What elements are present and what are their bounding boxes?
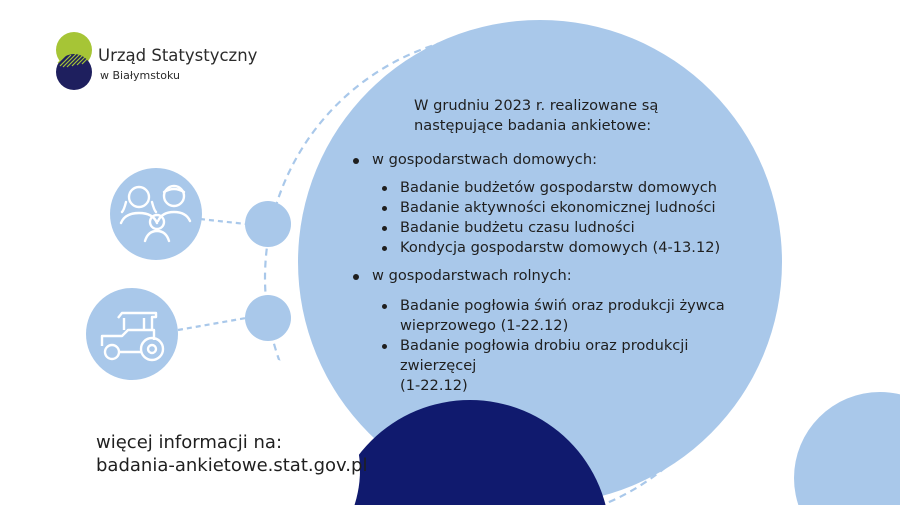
connector-tractor — [178, 318, 246, 330]
group-items — [330, 178, 760, 258]
group-farms — [330, 266, 760, 396]
group-items — [330, 296, 760, 396]
intro-text — [414, 96, 694, 136]
list-item-line: Badanie pogłowia drobiu oraz produkcji zwierzęcej — [400, 337, 689, 374]
intro-line-1: W grudniu 2023 r. realizowane są — [414, 97, 659, 114]
list-item — [330, 296, 760, 336]
list-item: Badanie aktywności ekonomicznej ludności — [330, 198, 760, 218]
intro-line-2: następujące badania ankietowe: — [414, 117, 652, 134]
list-item: Badanie budżetu czasu ludności — [330, 218, 760, 238]
list-item — [330, 336, 760, 396]
connector-family — [200, 219, 246, 224]
logo-title: Urząd Statystyczny — [98, 46, 258, 65]
more-info — [96, 431, 367, 477]
more-info-link[interactable]: badania-ankietowe.stat.gov.pl — [96, 455, 368, 476]
list-item-line: wieprzowego (1-22.12) — [400, 317, 569, 334]
node-tractor — [245, 295, 291, 341]
group-label: w gospodarstwach domowych: — [330, 150, 760, 170]
list-item-line: (1-22.12) — [400, 377, 468, 394]
list-item: Badanie budżetów gospodarstw domowych — [330, 178, 760, 198]
tractor-icon-circle — [86, 288, 178, 380]
logo-subtitle: w Białymstoku — [100, 69, 180, 82]
list-item: Kondycja gospodarstw domowych (4-13.12) — [330, 238, 760, 258]
list-item-line: Badanie pogłowia świń oraz produkcji żywca — [400, 297, 725, 314]
survey-list — [330, 0, 770, 505]
white-cut-circle — [130, 355, 360, 505]
more-info-label: więcej informacji na: — [96, 432, 283, 453]
group-households — [330, 150, 760, 258]
corner-circle — [794, 392, 900, 505]
node-family — [245, 201, 291, 247]
group-label: w gospodarstwach rolnych: — [330, 266, 760, 286]
